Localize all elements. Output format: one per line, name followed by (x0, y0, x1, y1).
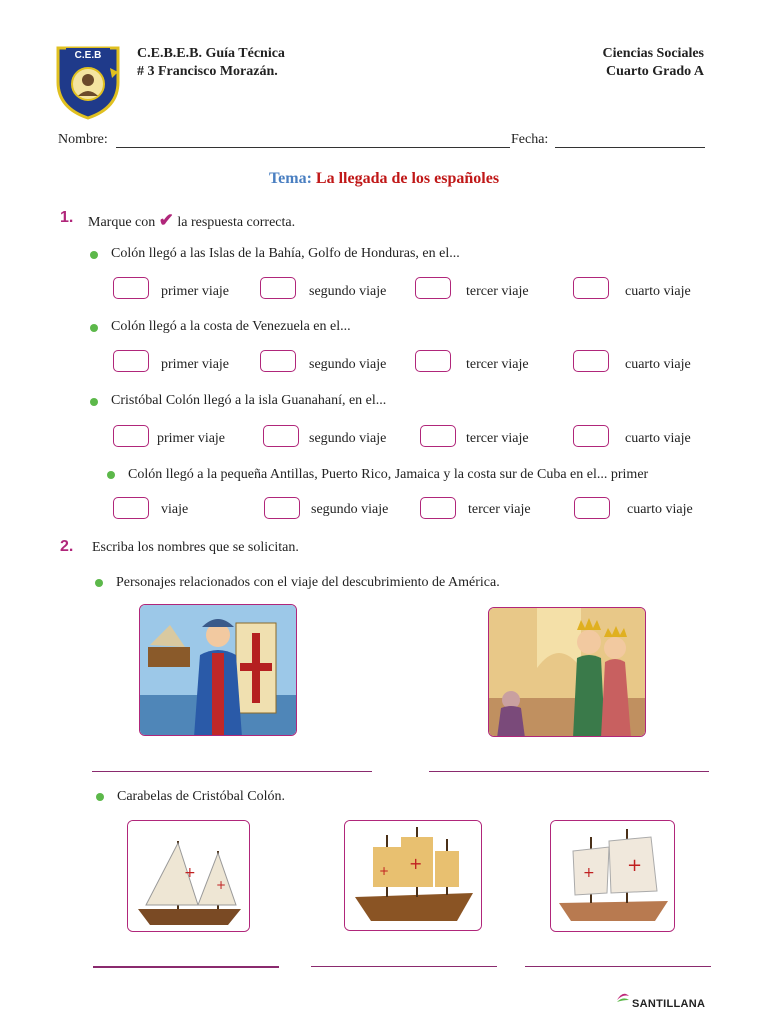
subject-label: Ciencias Sociales (602, 46, 704, 61)
q1-item-4-option-3-checkbox[interactable] (420, 497, 456, 519)
answer-line-character-2[interactable] (429, 771, 709, 772)
name-label: Nombre: (58, 132, 108, 147)
q1-item-4-option-4-label: cuarto viaje (627, 502, 693, 517)
q1-item-3-text: Cristóbal Colón llegó a la isla Guanahaní, en el... (111, 393, 387, 408)
school-line-1: C.E.B.E.B. Guía Técnica (137, 46, 285, 61)
q1-item-2-text: Colón llegó a la costa de Venezuela en el... (111, 319, 351, 334)
question-2-number: 2. (60, 538, 74, 555)
question-1-number: 1. (60, 209, 74, 226)
bullet-icon (96, 793, 104, 801)
bullet-icon (90, 324, 98, 332)
q1-item-2-option-2-checkbox[interactable] (260, 350, 296, 372)
answer-line-caravel-1[interactable] (93, 966, 279, 968)
q1-item-4-option-3-label: tercer viaje (468, 502, 531, 517)
q1-item-4-option-2-checkbox[interactable] (264, 497, 300, 519)
q1-item-2-option-3-label: tercer viaje (466, 357, 529, 372)
q1-item-2-option-1-label: primer viaje (161, 357, 230, 372)
name-field[interactable] (116, 147, 510, 148)
course-header (603, 45, 705, 81)
caravel-santa-maria-image (344, 820, 482, 931)
q1-item-3-option-3-label: tercer viaje (466, 431, 529, 446)
q1-item-1-option-2-label: segundo viaje (309, 284, 387, 299)
q1-item-1-option-2-checkbox[interactable] (260, 277, 296, 299)
bullet-icon (90, 251, 98, 259)
date-label: Fecha: (511, 132, 549, 147)
q1-item-3-option-3-checkbox[interactable] (420, 425, 456, 447)
answer-line-caravel-2[interactable] (311, 966, 497, 967)
question-1-text (88, 210, 295, 231)
q1-item-2-option-1-checkbox[interactable] (113, 350, 149, 372)
q1-item-3-option-2-checkbox[interactable] (263, 425, 299, 447)
svg-text:+: + (627, 855, 643, 876)
q1-item-3-option-1-checkbox[interactable] (113, 425, 149, 447)
topic-title (0, 170, 768, 188)
caravel-pinta-image (550, 820, 675, 932)
school-logo (52, 42, 124, 120)
q1-item-3-option-2-label: segundo viaje (309, 431, 387, 446)
columbus-image (139, 604, 297, 736)
bullet-icon (90, 398, 98, 406)
logo-text: C.E.B (74, 50, 102, 61)
q1-item-1-option-1-label: primer viaje (161, 284, 230, 299)
q1-item-4-option-1-checkbox[interactable] (113, 497, 149, 519)
q1-item-4-option-2-label: segundo viaje (311, 502, 389, 517)
brand-name: SANTILLANA (632, 998, 706, 1010)
school-name-header (137, 45, 285, 81)
question-1-text-before: Marque con (88, 215, 156, 230)
q1-item-2-option-4-checkbox[interactable] (573, 350, 609, 372)
q1-item-2-option-4-label: cuarto viaje (625, 357, 691, 372)
q1-item-4-option-1-label: viaje (161, 502, 189, 517)
q1-item-3-option-4-checkbox[interactable] (573, 425, 609, 447)
catholic-monarchs-image (488, 607, 646, 737)
q1-item-4-option-4-checkbox[interactable] (574, 497, 610, 519)
svg-text:+: + (379, 864, 390, 878)
school-line-2: # 3 Francisco Morazán. (137, 64, 278, 79)
question-1-text-after: la respuesta correcta. (177, 215, 296, 230)
date-field[interactable] (555, 147, 705, 148)
svg-text:+: + (184, 865, 196, 881)
q1-item-1-option-4-label: cuarto viaje (625, 284, 691, 299)
answer-line-character-1[interactable] (92, 771, 372, 772)
section-caravels-text: Carabelas de Cristóbal Colón. (117, 789, 285, 804)
topic-value: La llegada de los españoles (315, 170, 500, 187)
svg-text:+: + (216, 878, 227, 892)
section-characters-text: Personajes relacionados con el viaje del descubrimiento de América. (116, 575, 500, 590)
svg-text:+: + (409, 854, 423, 873)
q1-item-1-option-1-checkbox[interactable] (113, 277, 149, 299)
topic-label: Tema: (268, 170, 312, 187)
q1-item-2-option-2-label: segundo viaje (309, 357, 387, 372)
answer-line-caravel-3[interactable] (525, 966, 711, 967)
q1-item-1-option-4-checkbox[interactable] (573, 277, 609, 299)
q1-item-4-text: Colón llegó a la pequeña Antillas, Puerto Rico, Jamaica y la costa sur de Cuba en el... primer (128, 467, 649, 482)
q1-item-3-option-1-label: primer viaje (157, 431, 226, 446)
checkmark-icon: ✔ (158, 210, 174, 230)
q1-item-3-option-4-label: cuarto viaje (625, 431, 691, 446)
question-2-text: Escriba los nombres que se solicitan. (92, 540, 299, 555)
santillana-logo-icon (615, 990, 631, 1006)
svg-text:+: + (583, 865, 595, 881)
grade-label: Cuarto Grado A (606, 64, 704, 79)
q1-item-1-option-3-checkbox[interactable] (415, 277, 451, 299)
q1-item-2-option-3-checkbox[interactable] (415, 350, 451, 372)
q1-item-1-option-3-label: tercer viaje (466, 284, 529, 299)
q1-item-1-text: Colón llegó a las Islas de la Bahía, Golfo de Honduras, en el... (111, 246, 460, 261)
caravel-nina-image (127, 820, 250, 932)
bullet-icon (107, 471, 115, 479)
bullet-icon (95, 579, 103, 587)
